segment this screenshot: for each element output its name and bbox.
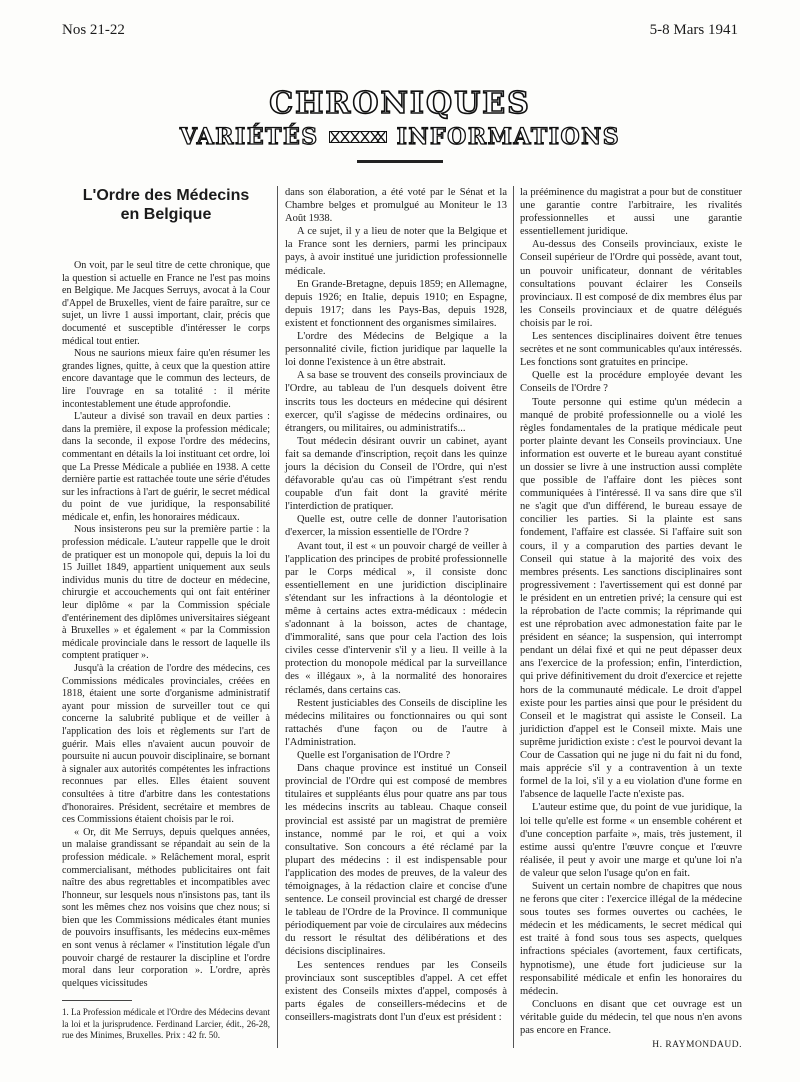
- footnote-rule: [62, 1000, 132, 1001]
- paragraph: L'auteur estime que, du point de vue juridique, la loi telle qu'elle est forme « un ensemble cohérent et d'une conception parfaite », mais, très justement, il estime aussi qu'entre l'œuvre conçue et l'œuvre réalisée, il peut y avoir une marge et qu'une loi n'a de valeur que selon l'usage qu'on en fait.: [520, 802, 742, 879]
- paragraph: Quelle est l'organisation de l'Ordre ?: [297, 750, 451, 762]
- paragraph: la prééminence du magistrat a pour but de constituer une garantie contre l'arbitraire, les rivalités professionnelles et aussi une garantie essentiellement juridique.: [520, 187, 742, 238]
- paragraph: L'ordre des Médecins de Belgique a la personnalité civile, fiction juridique par laquelle la loi donne l'existence à un être abstrait.: [285, 331, 507, 369]
- paragraph: L'auteur a divisé son travail en deux parties : dans la première, il expose la profession médicale; dans la seconde, il expose l'ordre des médecins, commentant en détails la loi instituant cet ordre, loi que La Presse Médicale a publiée en 1938. A cette dernière partie est rattachée toute une série d'études sur les infractions à l'art de guérir, le secret médical du point de vue juridique, la responsabilité médicale et, enfin, les honoraires médicaux.: [62, 411, 270, 523]
- footnote: 1. La Profession médicale et l'Ordre des Médecins devant la loi et la jurisprudence. Ferdinand Larcier, édit., 26-28, rue des Minimes, Bruxelles. Prix : 42 fr. 50.: [62, 1007, 270, 1041]
- paragraph: Quelle est la procédure employée devant les Conseils de l'Ordre ?: [520, 370, 742, 395]
- issue-date: 5-8 Mars 1941: [649, 22, 738, 38]
- cross-hatch-ornament-icon: [329, 129, 387, 145]
- masthead-subtitle-row: [0, 124, 800, 150]
- paragraph: A ce sujet, il y a lieu de noter que la Belgique et la France sont les derniers, parmi les principaux pays, à avoir institué une juridiction professionnelle médicale.: [285, 226, 507, 277]
- paragraph: Quelle est, outre celle de donner l'autorisation d'exercer, la mission essentielle de l'Ordre ?: [285, 514, 507, 539]
- paragraph: Restent justiciables des Conseils de discipline les médecins militaires ou fonctionnaires ou qui sont rattachés d'une façon ou de l'autre à l'Administration.: [285, 697, 507, 748]
- paragraph: Avant tout, il est « un pouvoir chargé de veiller à l'application des principes de probité professionnelle par le Corps médical », il consiste donc essentiellement en une juridiction disciplinaire s'étendant sur les infractions à la déontologie et même à certains actes extra-médicaux : médecin s'adonnant à la boisson, actes de chantage, d'immoralité, sans que pour cela l'action des lois civiles cesse d'intervenir s'il y a lieu. Il veille à la protection du monopole médical par la surveillance des « illégaux », à la normalité des honoraires réclamés, dans certains cas.: [285, 540, 507, 696]
- paragraph: « Or, dit Me Serruys, depuis quelques années, un malaise grandissant se répandait au sein de la profession médicale. » Relâchement moral, esprit commercialisant, méthodes publicitaires ont fait naître des abus regrettables et incompatibles avec l'honneur, sur lesquels nous n'insistons pas, tant ils sont les mêmes chez nos voisins que chez nous; si bien que les Commissions médicales étant munies de pouvoirs insuffisants, les médecins eux-mêmes en sont venus à réclamer « l'institution légale d'un pouvoir chargé de restaurer la discipline et l'ordre moral dans leur corporation ». L'ordre, après quelques vicissitudes: [62, 826, 270, 989]
- paragraph: Suivent un certain nombre de chapitres que nous ne ferons que citer : l'exercice illégal de la médecine sous toutes ses formes ouvertes ou cachées, le médecin et les médicaments, le secret médical qui est traité à fond sous tous ses aspects, quelques infractions spéciales (avortement, faux certificats, hypnotisme), une étude fort judicieuse sur la responsabilité médicale et enfin les honoraires du médecin.: [520, 880, 742, 997]
- article-title-line-2: en Belgique: [120, 206, 212, 223]
- issue-number: Nos 21-22: [62, 22, 125, 38]
- paragraph: Au-dessus des Conseils provinciaux, existe le Conseil supérieur de l'Ordre qui possède, avant tout, un pouvoir unificateur, donnant de véritables consultations pouvant éclairer les Conseils provinciaux. Il est composé de dix membres élus par les Conseils provinciaux et de quatre délégués choisis par le roi.: [520, 239, 742, 329]
- section-masthead: [0, 86, 800, 163]
- paragraph: A sa base se trouvent des conseils provinciaux de l'Ordre, au tableau de l'un desquels doivent être inscrits tous les docteurs en médecine qui désirent exercer, qu'il s'agisse de médecins ordinaires, ou étrangers, ou militaires, ou administratifs...: [285, 370, 507, 434]
- author-signature: H. RAYMONDAUD.: [652, 1040, 742, 1051]
- column-divider: [513, 186, 514, 1048]
- column-divider: [277, 186, 278, 1048]
- paragraph: Jusqu'à la création de l'ordre des médecins, ces Commissions médicales provinciales, créées en 1818, étaient une sorte d'organisme administratif ayant pour mission de surveiller tout ce qui concerne la salubrité publique et de veiller à l'application des lois et règlements sur l'art de guérir. Mais elles n'avaient aucun pouvoir de poursuite ni aucun pouvoir disciplinaire, se bornant à signaler aux autorités compétentes les infractions reconnues par elles. Elles étaient souvent consultées à titre d'arbitre dans les contestations d'honoraires. Président, secrétaire et membres de ces Commissions étaient choisis par le roi.: [62, 663, 270, 826]
- article-title: [62, 186, 270, 224]
- paragraph: On voit, par le seul titre de cette chronique, que la question si actuelle en France ne l'est pas moins en Belgique. Me Jacques Serruys, avocat à la Cour d'Appel de Bruxelles, vient de faire paraître, sur ce sujet, un livre 1 aussi important, clair, précis que documenté et susceptible d'intéresser le corps médical tout entier.: [62, 260, 270, 347]
- paragraph: Tout médecin désirant ouvrir un cabinet, ayant fait sa demande d'inscription, reçoit dans les quinze jours la décision du Conseil de l'Ordre, qui n'est défavorable qu'au cas où l'impétrant s'est rendu coupable d'un fait dont la gravité mérite l'interdiction de pratiquer.: [285, 435, 507, 513]
- article-column-1: [62, 186, 270, 1041]
- paragraph: En Grande-Bretagne, depuis 1859; en Allemagne, depuis 1926; en Italie, depuis 1910; en Espagne, depuis 1917; dans les Pays-Bas, depuis 1928, existent et fonctionnent des organismes similaires.: [285, 278, 507, 329]
- paragraph: Toute personne qui estime qu'un médecin a manqué de probité professionnelle ou a violé les règles fondamentales de la pratique médicale peut porter plainte devant les Conseils provinciaux. Une information est ouverte et le bureau ayant constitué un dossier se livre à une instruction aussi complète que possible de l'affaire dont les pièces sont communiquées à l'intéressé. Il va sans dire que s'il ne s'agit que d'un différend, le bureau essaye de concilier les parties. Si la plainte est sans fondement, l'affaire est classée. Si l'affaire suit son cours, il y a comparution des parties devant le Conseil qui statue à la majorité des voix des membres présents. Les sanctions disciplinaires sont progressivement : l'avertissement qui est donné par le président en un entretien privé; la censure qui est la réprobation de l'acte commis; la réprimande qui est une réprobation avec admonestation faite par le président en séance; la suspension, qui interrompt pendant un délai fixé et qui ne peut dépasser deux ans l'exercice de la profession; enfin, l'interdiction, qui prive définitivement du droit d'exercice et rejette hors de la communauté médicale. Le droit d'appel existe pour les parties ainsi que pour le président du Conseil et le magistrat qui assiste le Conseil. La juridiction d'appel est le Conseil mixte. Mais une suprême juridiction existe : c'est le pourvoi devant la Cour de Cassation qui ne juge ni du fait ni du fond, mais apprécie s'il y a contravention à un texte formel de la loi, s'il y a eu violation d'une forme en l'absence de laquelle l'acte n'existe pas.: [520, 396, 742, 801]
- paragraph: Concluons en disant que cet ouvrage est un véritable guide du médecin, tel que nous n'en avons pas encore en France.: [520, 998, 742, 1036]
- article-column-2: [285, 186, 507, 1024]
- page-header: [62, 22, 738, 44]
- article-column-3: [520, 186, 742, 1052]
- paragraph: Les sentences disciplinaires doivent être tenues secrètes et ne sont communicables qu'aux intéressés. Les fonctions sont gratuites en principe.: [520, 331, 742, 369]
- masthead-subtitle-right: INFORMATIONS: [396, 124, 621, 150]
- article-title-line-1: L'Ordre des Médecins: [82, 187, 250, 204]
- masthead-title: CHRONIQUES: [269, 86, 531, 121]
- paragraph: dans son élaboration, a été voté par le Sénat et la Chambre belges et promulgué au Moniteur le 13 Août 1938.: [285, 187, 507, 225]
- masthead-rule: [357, 160, 443, 163]
- paragraph: Les sentences rendues par les Conseils provinciaux sont susceptibles d'appel. A cet effet existent des Conseils mixtes d'appel, composés à parts égales de conseillers-médecins et de conseillers-magistrats dont l'un d'eux est président :: [285, 959, 507, 1023]
- paragraph: Nous ne saurions mieux faire qu'en résumer les grandes lignes, quitte, à ceux que la question attire encore davantage que le commun des lecteurs, de lire l'ouvrage en sa totalité : il mérite incontestablement une étude approfondie.: [62, 348, 270, 410]
- paragraph: Nous insisterons peu sur la première partie : la profession médicale. L'auteur rappelle que le droit de pratiquer est un monopole qui, depuis la loi du 15 Juillet 1849, appartient uniquement aux seuls individus munis du titre de docteur en médecine, chirurgie et accouchements qui ont fait entériner leur diplôme « par la Commission spéciale d'entérinement des diplômes universitaires siégeant à Bruxelles » et également « par la Commission médicale provinciale dans le ressort de laquelle ils comptent pratiquer ».: [62, 524, 270, 662]
- masthead-subtitle-left: VARIÉTÉS: [179, 124, 319, 150]
- paragraph: Dans chaque province est institué un Conseil provincial de l'Ordre qui est composé de membres titulaires et suppléants élus pour quatre ans par tous les médecins inscrits au tableau. Chaque conseil provincial est assisté par un magistrat de première instance, nommé par le roi, et qui a voix consultative. Son concours a été réclamé par la plupart des médecins : il est indispensable pour l'application des modes de preuves, de la valeur des témoignages, à la rédaction claire et concise d'une sentence. Le conseil provincial est chargé de dresser le tableau de l'Ordre de la Province. Il communique périodiquement par voie de circulaires aux médecins du ressort le résultat des délibérations et des décisions disciplinaires.: [285, 763, 507, 958]
